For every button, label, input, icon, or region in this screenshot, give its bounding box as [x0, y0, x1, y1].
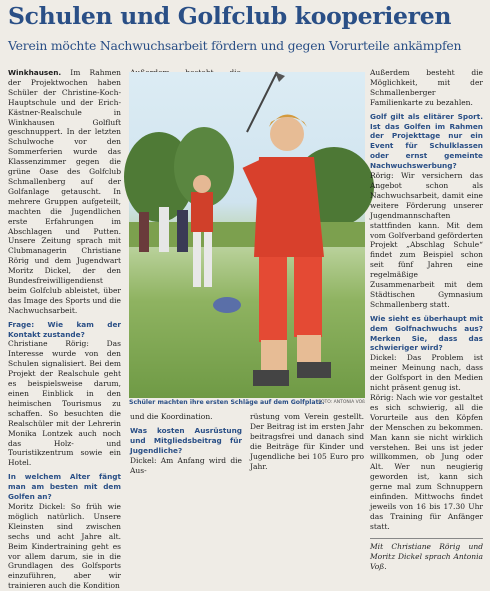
- person-shape: [159, 207, 169, 252]
- article-photo: [129, 72, 365, 398]
- person-shape: [204, 232, 212, 287]
- person-shape: [139, 212, 149, 252]
- interview-answer: Dickel: Das Problem ist meiner Meinung nach, dass der Golfsport in den Medien nicht präsent genug ist.: [370, 353, 483, 393]
- shoe-shape: [253, 370, 289, 386]
- interview-question: In welchem Alter fängt man am besten mit dem Golfen an?: [8, 472, 121, 502]
- article-column-1: [8, 68, 121, 591]
- interview-question: Was kosten Ausrüstung und Mitgliedsbeitrag für Jugendliche?: [130, 425, 242, 455]
- person-shape: [193, 175, 211, 193]
- interview-answer: Moritz Dickel: So früh wie möglich natürlich. Unsere Kleinsten sind zwischen sechs und acht Jahre alt. Beim Kindertraining geht es vor allem darum, sie in die Grundlagen des Golfsports einzuführen, aber wir trainieren auch die Kondition: [8, 501, 121, 591]
- author-credit: Mit Christiane Rörig und Moritz Dickel sprach Antonia Voß.: [370, 538, 483, 572]
- person-shape: [193, 232, 201, 287]
- dateline: Winkhausen.: [8, 68, 62, 77]
- article-column-2-bottom: [130, 412, 242, 475]
- article-paragraph: [8, 68, 121, 316]
- interview-answer: Dickel: Am Anfang wird die Aus-: [130, 455, 242, 475]
- interview-question: Golf gilt als elitärer Sport. Ist das Golfen im Rahmen der Projekttage nur ein Event für Schulklassen oder ernst gemeinte Nachwuchswerbung?: [370, 111, 483, 171]
- photo-credit: FOTO: ANTONIA VOß: [318, 400, 365, 405]
- subheadline: Verein möchte Nachwuchsarbeit fördern und gegen Vorurteile ankämpfen: [8, 38, 462, 53]
- person-shape: [259, 257, 287, 342]
- interview-question: Wie sieht es überhaupt mit dem Golfnachwuchs aus? Merken Sie, dass das schwieriger wird?: [370, 313, 483, 353]
- interview-answer: Rörig: Wir versichern das Angebot schon als Nachwuchsarbeit, damit eine weitere Förderung unserer Jugendmannschaften stattfinden kann. Mit dem vom Golfverband geförderten Projekt „Abschlag Schule“ findet zum Beispiel schon seit fünf Jahren eine regelmäßige Zusammenarbeit mit dem Städtischen Gymnasium Schmallenberg statt.: [370, 171, 483, 309]
- article-column-4: [370, 68, 483, 571]
- article-text: und die Koordination.: [130, 412, 213, 421]
- article-text: rüstung vom Verein gestellt. Der Beitrag ist im ersten Jahr beitragsfrei und danach sind die Beiträge für Kinder und Jugendliche bei 105 Euro pro Jahr.: [250, 412, 364, 471]
- person-shape: [297, 335, 321, 365]
- intro-text: Im Rahmen der Projektwochen haben Schüler der Christine-Koch-Hauptschule und der Erich-Kästner-Realschule in Winkhausen Golfluft geschnuppert. In der letzten Schulwoche vor den Sommerferien wurde das Klassenzimmer gegen die grüne Oase des Golfclub Schmallenberg auf der Golfanlage getauscht. In mehrere Gruppen aufgeteilt, machten die Jugendlichen erste Erfahrungen im Abschlagen und Putten. Unsere Zeitung sprach mit Clubmanagerin Christiane Rörig und dem Jugendwart Moritz Dickel, der den Bundesfreiwilligendienst beim Golfclub ableistet, über das Image des Sports und die Nachwuchsarbeit.: [8, 68, 121, 315]
- ball-basket: [213, 297, 241, 313]
- person-shape: [294, 257, 322, 337]
- shoe-shape: [297, 362, 331, 378]
- interview-answer: Christiane Rörig: Das Interesse wurde von den Schulen signalisiert. Bei dem Projekt der Realschule geht es beispielsweise darum, einen Einblick in den heimischen Tourismus zu schaffen. So besuchten die Realschüler mit der Lehrerin Monika Lontzek auch noch das Holz- und Touristikzentrum sowie ein Hotel.: [8, 339, 121, 468]
- photo-caption: Schüler machten ihre ersten Schläge auf dem Golfplatz.: [129, 399, 325, 406]
- interview-answer: Rörig: Nach wie vor gestaltet es sich schwierig, all die Vorurteile aus den Köpfen der Menschen zu bekommen. Man kann sie nicht wirklich verstehen. Bei uns ist jeder willkommen, ob Jung oder Alt. Wer nun neugierig geworden ist, kann sich gerne mal zum Schnuppern einfinden. Mittwochs findet jeweils von 16 bis 17.30 Uhr das Training für Anfänger statt.: [370, 393, 483, 531]
- golf-club: [247, 72, 277, 132]
- person-shape: [177, 210, 188, 252]
- photo-caption-row: [129, 399, 365, 409]
- article-column-3-bottom: [250, 412, 364, 469]
- interview-question: Frage: Wie kam der Kontakt zustande?: [8, 319, 121, 339]
- golf-club-head: [275, 72, 285, 82]
- article-text: Außerdem besteht die Möglichkeit, mit der Schmallenberger Familienkarte zu bezahlen.: [370, 68, 483, 107]
- person-shape: [270, 117, 304, 151]
- person-shape: [261, 340, 287, 372]
- person-shape: [191, 192, 213, 232]
- headline: Schulen und Golfclub kooperieren: [8, 2, 452, 30]
- photo-illustration: [129, 72, 365, 398]
